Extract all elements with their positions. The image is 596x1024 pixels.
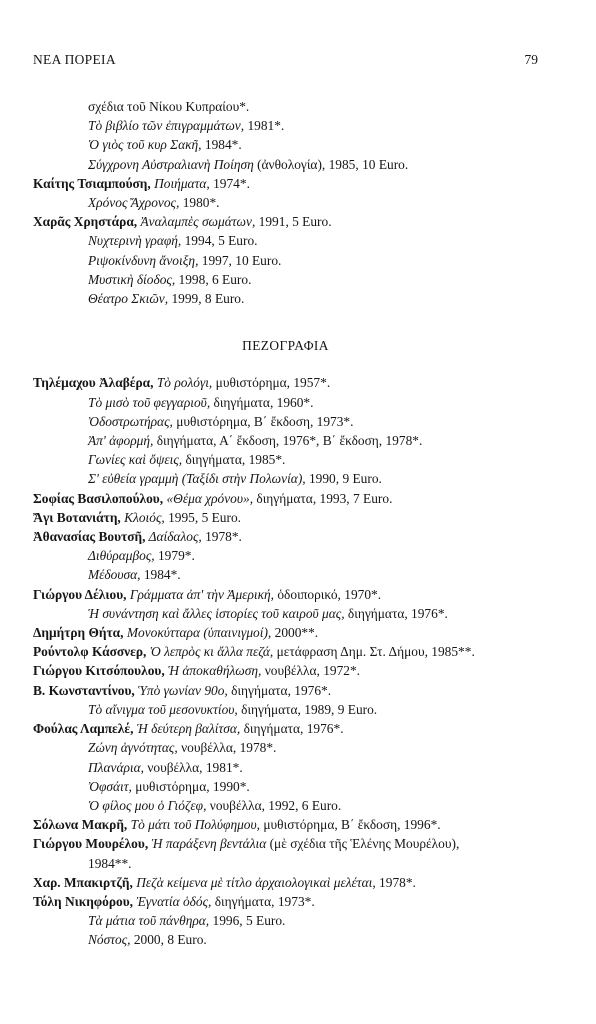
entry-line bbox=[33, 174, 538, 193]
book-title: Θέατρο Σκιῶν, bbox=[88, 291, 169, 307]
entry-line-continued bbox=[33, 700, 538, 719]
entry-line bbox=[33, 508, 538, 527]
author-name: Χαρᾶς Χρηστάρα, bbox=[33, 214, 138, 230]
entry-line-continued bbox=[33, 450, 538, 469]
entry-line-continued bbox=[33, 155, 538, 174]
entry-line-continued bbox=[33, 231, 538, 250]
page-content bbox=[33, 97, 538, 950]
entry-details: νουβέλλα, 1981*. bbox=[144, 759, 243, 775]
entry-details: (ἀνθολογία), 1985, 10 Euro. bbox=[253, 156, 409, 172]
entry-details: 1994, 5 Euro. bbox=[181, 233, 258, 249]
entry-line-continued bbox=[33, 116, 538, 135]
entry-line bbox=[33, 681, 538, 700]
entry-line bbox=[33, 834, 538, 853]
book-title: Κλοιός, bbox=[120, 509, 165, 525]
entry-line bbox=[33, 212, 538, 231]
entry-details: 1998, 6 Euro. bbox=[175, 271, 252, 287]
book-title: Σ' εὐθεία γραμμὴ (Ταξίδι στὴν Πολωνία), bbox=[88, 471, 306, 487]
journal-title: ΝΕΑ ΠΟΡΕΙΑ bbox=[33, 52, 116, 67]
book-title: Τὸ βιβλίο τῶν ἐπιγραμμάτων, bbox=[88, 118, 245, 134]
entry-line-continued bbox=[33, 393, 538, 412]
entry-details: νουβέλλα, 1992, 6 Euro. bbox=[206, 797, 342, 813]
book-title: Ὀφσάιτ, bbox=[88, 778, 132, 794]
author-name: Σοφίας Βασιλοπούλου, bbox=[33, 490, 164, 506]
author-name: Ρούντολφ Κάσσνερ, bbox=[33, 644, 147, 660]
book-title: Ὁ φίλος μου ὁ Γιόζεφ, bbox=[88, 797, 207, 813]
book-title: Μυστικὴ δίοδος, bbox=[88, 271, 176, 287]
entry-details: 1991, 5 Euro. bbox=[255, 214, 332, 230]
entry-line-continued bbox=[33, 604, 538, 623]
entry-details: νουβέλλα, 1978*. bbox=[177, 740, 277, 756]
entry-line-continued bbox=[33, 796, 538, 815]
book-title: Ἐγνατία ὁδός, bbox=[133, 893, 212, 909]
entry-line bbox=[33, 489, 538, 508]
author-name: Σόλωνα Μακρῆ, bbox=[33, 817, 128, 833]
entry-line-continued bbox=[33, 270, 538, 289]
entry-line-continued bbox=[33, 777, 538, 796]
author-name: Ἄγι Βοτανιάτη, bbox=[33, 509, 121, 525]
entry-details: 1978*. bbox=[375, 874, 416, 890]
book-title: Γωνίες καὶ ὄψεις, bbox=[88, 452, 183, 468]
entry-line bbox=[33, 585, 538, 604]
book-title: Τὸ αἴνιγμα τοῦ μεσονυκτίου, bbox=[88, 701, 238, 717]
entry-line bbox=[33, 623, 538, 642]
book-title: Τὸ ρολόγι, bbox=[153, 375, 213, 391]
book-title: Γράμματα ἀπ' τὴν Ἀμερική, bbox=[126, 586, 275, 602]
book-title: Τὸ μάτι τοῦ Πολύφημου, bbox=[127, 817, 261, 833]
entry-line-continued bbox=[33, 738, 538, 757]
entry-line-continued bbox=[33, 758, 538, 777]
entry-details: 1979*. bbox=[154, 548, 195, 564]
book-title: Ἀναλαμπὲς σωμάτων, bbox=[137, 214, 256, 230]
book-title: Ποιήματα, bbox=[150, 175, 210, 191]
section-heading: ΠΕΖΟΓΡΑΦΙΑ bbox=[242, 338, 329, 354]
author-name: Ἀθανασίας Βουτσῆ, bbox=[33, 529, 146, 545]
entry-details: 1974*. bbox=[209, 175, 250, 191]
book-title: Ζώνη ἁγνότητας, bbox=[88, 740, 178, 756]
entry-details: μετάφραση Δημ. Στ. Δήμου, 1985**. bbox=[273, 644, 475, 660]
poetry-list bbox=[33, 97, 538, 308]
entry-details: 2000**. bbox=[271, 625, 319, 641]
entry-line-continued bbox=[33, 911, 538, 930]
entry-line-continued bbox=[33, 431, 538, 450]
entry-line-continued bbox=[33, 193, 538, 212]
author-name: Τηλέμαχου Ἀλαβέρα, bbox=[33, 375, 154, 391]
entry-details: 1997, 10 Euro. bbox=[198, 252, 282, 268]
entry-line-continued bbox=[33, 289, 538, 308]
book-title: Μονοκύτταρα (ὑπαινιγμοί), bbox=[123, 625, 272, 641]
entry-details: σχέδια τοῦ Νίκου Κυπραίου*. bbox=[88, 99, 250, 114]
entry-details: 1980*. bbox=[179, 195, 220, 211]
entry-line-continued bbox=[33, 930, 538, 949]
book-title: Νόστος, bbox=[88, 932, 131, 948]
book-title: Ὑπὸ γωνίαν 90ο, bbox=[134, 682, 228, 698]
book-title: Ἡ δεύτερη βαλίτσα, bbox=[133, 721, 241, 737]
entry-line-continued bbox=[33, 469, 538, 488]
book-title: Μέδουσα, bbox=[88, 567, 141, 583]
book-title: Ὁ λεπρὸς κι ἄλλα πεζά, bbox=[146, 644, 274, 660]
entry-line-continued bbox=[33, 565, 538, 584]
entry-details: διηγήματα, 1976*. bbox=[227, 682, 332, 698]
entry-details: ὁδοιπορικό, 1970*. bbox=[274, 586, 382, 602]
author-name: Δημήτρη Θήτα, bbox=[33, 625, 124, 641]
entry-line bbox=[33, 642, 538, 661]
entry-details: διηγήματα, 1989, 9 Euro. bbox=[237, 701, 378, 717]
entry-details: 1984*. bbox=[140, 567, 181, 583]
author-name: Β. Κωνσταντίνου, bbox=[33, 682, 135, 698]
entry-details: 1981*. bbox=[244, 118, 285, 134]
entry-line bbox=[33, 527, 538, 546]
book-title: Σύγχρονη Αὐστραλιανὴ Ποίηση bbox=[88, 156, 254, 172]
author-name: Χαρ. Μπακιρτζῆ, bbox=[33, 874, 133, 890]
entry-line-continued bbox=[33, 854, 538, 873]
entry-details: 1995, 5 Euro. bbox=[164, 509, 241, 525]
entry-details: διηγήματα, 1976*. bbox=[344, 605, 448, 621]
book-title: Δαίδαλος, bbox=[145, 529, 202, 545]
book-title: Χρόνος Ἄχρονος, bbox=[88, 195, 180, 211]
entry-details: μυθιστόρημα, Β΄ ἔκδοση, 1973*. bbox=[172, 413, 354, 429]
entry-line bbox=[33, 892, 538, 911]
book-title: Ὀδοστρωτήρας, bbox=[88, 413, 173, 429]
author-name: Γιώργου Μουρέλου, bbox=[33, 836, 149, 852]
entry-details: διηγήματα, Α΄ ἔκδοση, 1976*, Β΄ ἔκδοση, 1978*. bbox=[153, 433, 423, 449]
prose-list bbox=[33, 373, 538, 949]
author-name: Γιώργου Δέλιου, bbox=[33, 586, 127, 602]
book-title: Ἀπ' ἀφορμή, bbox=[88, 433, 154, 449]
entry-details: 1978*. bbox=[201, 529, 242, 545]
entry-details: διηγήματα, 1976*. bbox=[240, 721, 344, 737]
book-title: Ἡ παράξενη βεντάλια bbox=[148, 836, 267, 852]
author-name: Φούλας Λαμπελέ, bbox=[33, 721, 134, 737]
entry-details: 1984*. bbox=[201, 137, 242, 153]
author-name: Τόλη Νικηφόρου, bbox=[33, 893, 134, 909]
book-title: «Θέμα χρόνου», bbox=[163, 490, 254, 506]
entry-details: μυθιστόρημα, 1957*. bbox=[212, 375, 331, 391]
book-title: Πεζὰ κείμενα μὲ τίτλο ἀρχαιολογικαὶ μελέται, bbox=[132, 874, 376, 890]
book-title: Ριψοκίνδυνη ἄνοιξη, bbox=[88, 252, 199, 268]
entry-line-continued bbox=[33, 412, 538, 431]
entry-line-continued bbox=[33, 97, 538, 116]
entry-details: διηγήματα, 1985*. bbox=[182, 452, 286, 468]
book-title: Τὰ μάτια τοῦ πάνθηρα, bbox=[88, 913, 210, 929]
book-title: Ὁ γιὸς τοῦ κυρ Σακῆ, bbox=[88, 137, 202, 153]
entry-details: 1984**. bbox=[88, 855, 132, 871]
page-header bbox=[33, 52, 538, 72]
entry-line bbox=[33, 661, 538, 680]
book-title: Πλανάρια, bbox=[88, 759, 144, 775]
author-name: Γιώργου Κιτσόπουλου, bbox=[33, 663, 165, 679]
book-title: Τὸ μισὸ τοῦ φεγγαριοῦ, bbox=[88, 394, 211, 410]
entry-details: διηγήματα, 1993, 7 Euro. bbox=[253, 490, 393, 506]
entry-line bbox=[33, 873, 538, 892]
entry-details: 1996, 5 Euro. bbox=[209, 913, 286, 929]
entry-line bbox=[33, 815, 538, 834]
entry-details: μυθιστόρημα, Β΄ ἔκδοση, 1996*. bbox=[260, 817, 441, 833]
entry-details: 1990, 9 Euro. bbox=[305, 471, 382, 487]
book-title: Διθύραμβος, bbox=[88, 548, 155, 564]
entry-line-continued bbox=[33, 135, 538, 154]
entry-line-continued bbox=[33, 546, 538, 565]
entry-details: 2000, 8 Euro. bbox=[130, 932, 207, 948]
entry-details: μυθιστόρημα, 1990*. bbox=[131, 778, 250, 794]
book-title: Νυχτερινὴ γραφή, bbox=[88, 233, 182, 249]
entry-line bbox=[33, 373, 538, 392]
book-title: Ἡ συνάντηση καὶ ἄλλες ἱστορίες τοῦ καιροῦ μας, bbox=[88, 605, 345, 621]
entry-details: 1999, 8 Euro. bbox=[168, 291, 245, 307]
entry-details: διηγήματα, 1973*. bbox=[211, 893, 315, 909]
entry-line bbox=[33, 719, 538, 738]
entry-line-continued bbox=[33, 251, 538, 270]
author-name: Καίτης Τσιαμπούση, bbox=[33, 175, 151, 191]
entry-details: διηγήματα, 1960*. bbox=[210, 394, 314, 410]
entry-details: νουβέλλα, 1972*. bbox=[261, 663, 361, 679]
entry-details: (μὲ σχέδια τῆς Ἑλένης Μουρέλου), bbox=[266, 836, 460, 852]
book-title: Ἡ ἀποκαθήλωση, bbox=[164, 663, 262, 679]
page-number: 79 bbox=[524, 52, 538, 67]
